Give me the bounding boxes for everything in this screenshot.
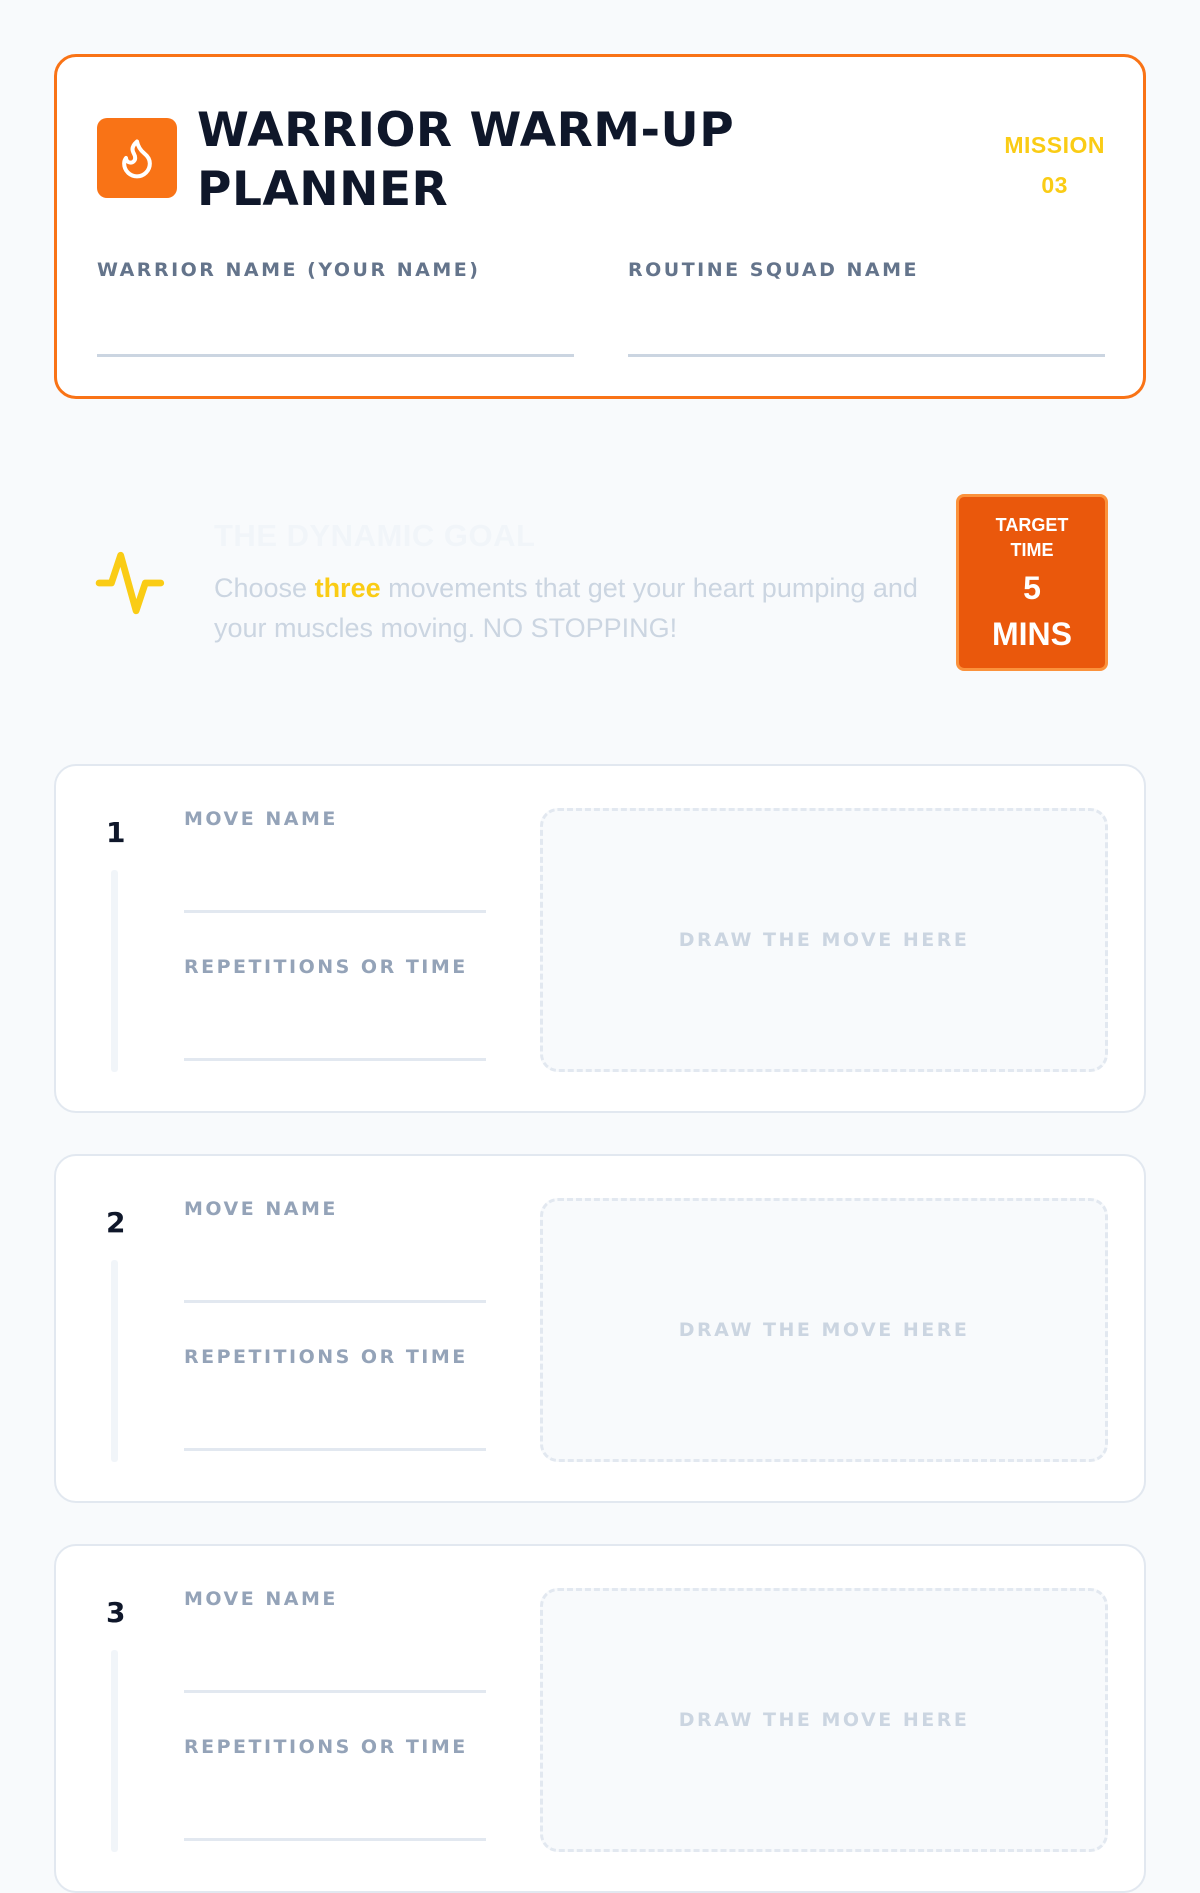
target-label xyxy=(959,513,1105,563)
move-divider xyxy=(111,1650,118,1852)
goal-title: THE DYNAMIC GOAL xyxy=(214,518,536,553)
move-number: 3 xyxy=(106,1596,126,1629)
reps-field[interactable] xyxy=(184,1448,486,1451)
move-name-field[interactable] xyxy=(184,1300,486,1303)
reps-label: REPETITIONS OR TIME xyxy=(184,956,468,978)
draw-label: DRAW THE MOVE HERE xyxy=(678,1319,970,1341)
draw-area[interactable] xyxy=(540,1588,1108,1852)
move-number: 2 xyxy=(106,1206,126,1239)
goal-description xyxy=(214,568,964,648)
target-label-line-1: TARGET xyxy=(995,515,1069,535)
move-card xyxy=(54,764,1146,1113)
goal-text-highlight: three xyxy=(314,573,381,603)
warrior-name-field[interactable] xyxy=(97,354,574,357)
target-unit: MINS xyxy=(992,616,1072,652)
move-card xyxy=(54,1154,1146,1503)
mission-number: 03 xyxy=(1041,172,1068,198)
page-title: WARRIOR WARM-UP PLANNER xyxy=(197,103,735,217)
reps-label: REPETITIONS OR TIME xyxy=(184,1736,468,1758)
draw-area[interactable] xyxy=(540,808,1108,1072)
flame-icon xyxy=(97,118,177,198)
warrior-name-label: WARRIOR NAME (YOUR NAME) xyxy=(97,259,481,281)
draw-label: DRAW THE MOVE HERE xyxy=(678,929,970,951)
move-name-field[interactable] xyxy=(184,1690,486,1693)
mission-label: MISSION xyxy=(1004,132,1105,158)
move-name-field[interactable] xyxy=(184,910,486,913)
mission-badge xyxy=(1004,125,1105,205)
reps-field[interactable] xyxy=(184,1838,486,1841)
goal-text-end: movements that get your heart pumping and your muscles moving. NO STOPPING! xyxy=(214,573,918,643)
squad-name-label: ROUTINE SQUAD NAME xyxy=(628,259,919,281)
target-label-line-2: TIME xyxy=(1010,540,1054,560)
draw-label: DRAW THE MOVE HERE xyxy=(678,1709,970,1731)
goal-text-start: Choose xyxy=(214,573,315,603)
move-name-label: MOVE NAME xyxy=(184,1588,338,1610)
move-divider xyxy=(111,1260,118,1462)
reps-label: REPETITIONS OR TIME xyxy=(184,1346,468,1368)
squad-name-field[interactable] xyxy=(628,354,1105,357)
move-divider xyxy=(111,870,118,1072)
move-card xyxy=(54,1544,1146,1893)
target-time-badge xyxy=(956,494,1108,671)
target-number: 5 xyxy=(1023,570,1041,606)
move-number: 1 xyxy=(106,816,126,849)
header-card xyxy=(54,54,1146,399)
target-value xyxy=(959,565,1105,657)
draw-area[interactable] xyxy=(540,1198,1108,1462)
move-name-label: MOVE NAME xyxy=(184,1198,338,1220)
heartbeat-icon xyxy=(96,546,170,620)
move-name-label: MOVE NAME xyxy=(184,808,338,830)
reps-field[interactable] xyxy=(184,1058,486,1061)
